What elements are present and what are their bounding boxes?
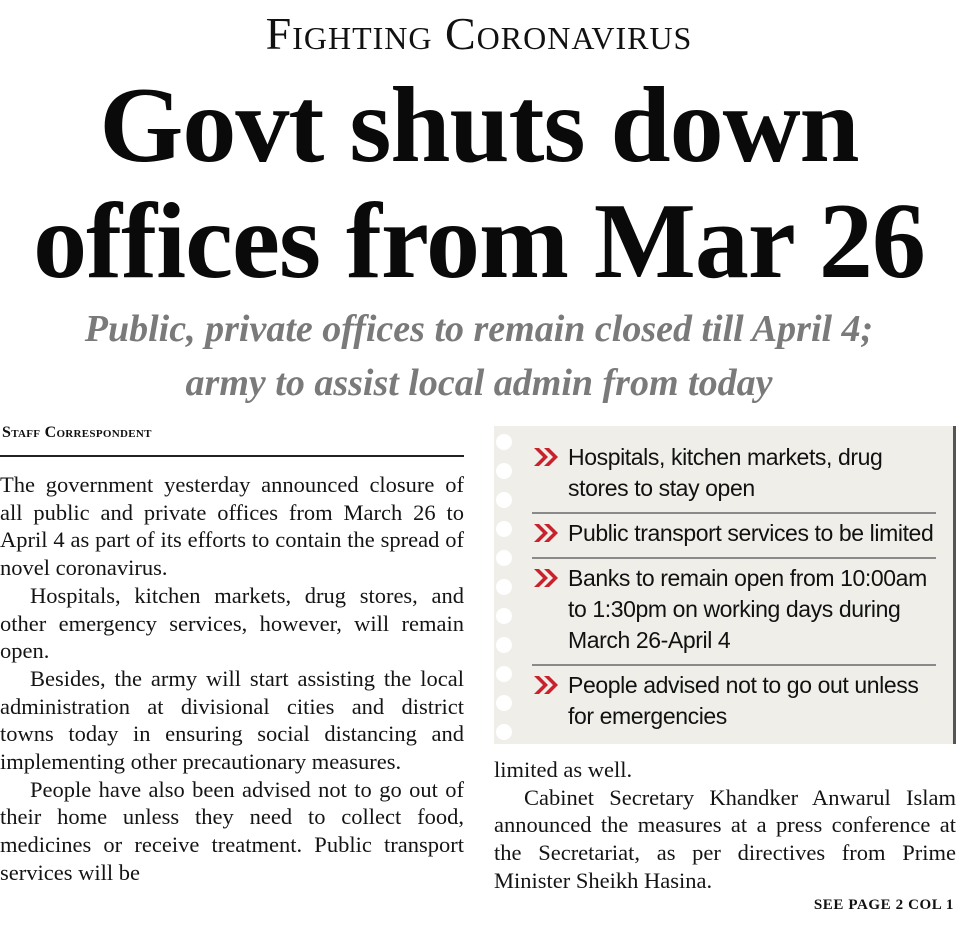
- body-paragraph: Cabinet Secretary Khandker Anwarul Islam announced the measures at a press conference at the Secretariat, as per directives from Prime Minister Sheikh Hasina.: [494, 784, 956, 893]
- highlights-list: [532, 438, 936, 740]
- highlight-text: Public transport services to be limited: [568, 520, 934, 546]
- byline: Staff Correspondent: [2, 424, 152, 441]
- article-body-left-column: [0, 471, 464, 887]
- double-chevron-icon: [532, 674, 562, 696]
- section-kicker: Fighting Coronavirus: [265, 8, 693, 59]
- highlight-text: Hospitals, kitchen markets, drug stores to stay open: [568, 444, 883, 501]
- highlights-box: [494, 426, 956, 744]
- subheadline: [0, 302, 958, 410]
- highlight-text: People advised not to go out unless for emergencies: [568, 672, 919, 729]
- double-chevron-icon: [532, 522, 562, 544]
- highlight-item: [532, 438, 936, 514]
- highlight-item: [532, 514, 936, 559]
- notebook-holes: [496, 434, 520, 739]
- double-chevron-icon: [532, 567, 562, 589]
- highlight-text: Banks to remain open from 10:00am to 1:30pm on working days during March 26-April 4: [568, 565, 927, 653]
- body-paragraph: People have also been advised not to go out of their home unless they need to collect food, medicines or receive treatment. Public transport services will be: [0, 776, 464, 885]
- subheadline-line-2: army to assist local admin from today: [185, 362, 773, 404]
- body-paragraph: limited as well.: [494, 757, 633, 782]
- subheadline-line-1: Public, private offices to remain closed till April 4;: [84, 308, 874, 350]
- byline-divider: [0, 455, 464, 457]
- headline-line-1: Govt shuts down: [99, 66, 859, 185]
- jump-line[interactable]: SEE PAGE 2 COL 1: [813, 897, 954, 913]
- double-chevron-icon: [532, 446, 562, 468]
- headline-line-2: offices from Mar 26: [33, 182, 925, 301]
- body-paragraph: Besides, the army will start assisting the local administration at divisional cities and district towns today in ensuring social distancing and implementing other precautionary measures.: [0, 665, 464, 775]
- highlight-item: [532, 559, 936, 666]
- body-paragraph: The government yesterday announced closure of all public and private offices from March 26 to April 4 as part of its efforts to contain the spread of novel coronavirus.: [0, 472, 464, 581]
- article-body-right-column: [494, 756, 956, 895]
- highlight-item: [532, 666, 936, 740]
- headline: [0, 68, 958, 300]
- body-paragraph: Hospitals, kitchen markets, drug stores, and other emergency services, however, will remain open.: [0, 582, 464, 664]
